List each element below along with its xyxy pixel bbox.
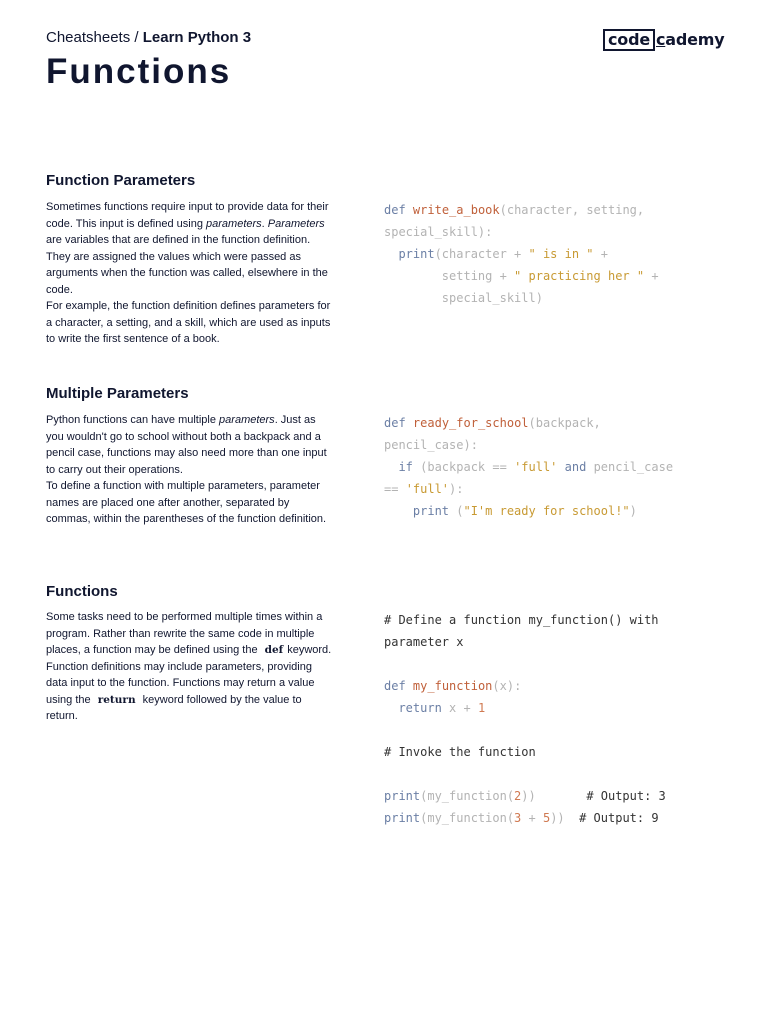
section-desc-function-parameters bbox=[46, 199, 336, 348]
inline-keyword-def: def bbox=[264, 644, 284, 656]
code-block-functions bbox=[384, 609, 666, 829]
code-function-name: my_function bbox=[412, 679, 493, 693]
code-comment: # Output: 3 bbox=[586, 789, 666, 803]
desc-text: Sometimes functions require input to provide data for their code. This input is defined using bbox=[46, 201, 329, 230]
code-string: " is in " bbox=[528, 247, 594, 261]
code-function-name: ready_for_school bbox=[412, 416, 529, 430]
desc-text: keyword. Function definitions may include parameters, providing data input to the function. Functions may return a value using the bbox=[46, 644, 332, 706]
code-number: 1 bbox=[477, 701, 486, 715]
desc-text: . bbox=[261, 217, 268, 230]
code-keyword: if bbox=[398, 460, 413, 474]
code-text: ( bbox=[449, 504, 464, 518]
code-text: == bbox=[384, 482, 406, 496]
breadcrumb-current[interactable]: Learn Python 3 bbox=[142, 29, 252, 46]
breadcrumb-link-cheatsheets[interactable]: Cheatsheets bbox=[46, 29, 131, 46]
logo-box-text: code bbox=[603, 29, 655, 51]
code-text: (character + bbox=[434, 247, 529, 261]
code-text: (my_function( bbox=[420, 811, 515, 825]
desc-paragraph bbox=[46, 199, 336, 298]
code-keyword: print bbox=[398, 247, 435, 261]
code-text: (x): bbox=[492, 679, 522, 693]
code-text: x + bbox=[441, 701, 478, 715]
code-string: 'full' bbox=[405, 482, 450, 496]
section-desc-functions bbox=[46, 609, 336, 725]
code-block-multiple-parameters bbox=[384, 412, 673, 522]
code-text: + bbox=[593, 247, 608, 261]
section-title-function-parameters: Function Parameters bbox=[46, 172, 196, 189]
code-keyword: def bbox=[384, 679, 406, 693]
code-string: " practicing her " bbox=[514, 269, 645, 283]
code-text: (backpack == bbox=[412, 460, 515, 474]
desc-text: Python functions can have multiple bbox=[46, 414, 220, 426]
code-block-function-parameters bbox=[384, 199, 659, 309]
code-text: )) bbox=[550, 811, 565, 825]
desc-text: are variables that are defined in the function definition. They are assigned the values which were passed as arguments when the function was called, elsewhere in the code. bbox=[46, 234, 328, 296]
desc-paragraph bbox=[46, 412, 336, 478]
code-text: special_skill) bbox=[441, 291, 543, 305]
code-text: ): bbox=[449, 482, 464, 496]
page-title: Functions bbox=[46, 52, 232, 91]
section-title-multiple-parameters: Multiple Parameters bbox=[46, 385, 189, 402]
logo-rest-text: cademy bbox=[655, 30, 725, 49]
desc-emphasis: Parameters bbox=[267, 217, 325, 230]
breadcrumb bbox=[46, 29, 251, 46]
desc-text: . Just as you wouldn't go to school without both a backpack and a pencil case, functions may also need more than one input to carry out their operations. bbox=[46, 414, 327, 476]
code-comment: parameter x bbox=[384, 635, 464, 649]
code-keyword: and bbox=[564, 460, 587, 474]
code-text: setting + bbox=[441, 269, 515, 283]
code-text: + bbox=[521, 811, 543, 825]
code-keyword: def bbox=[384, 203, 406, 217]
code-text: (character, setting, bbox=[499, 203, 645, 217]
section-desc-multiple-parameters bbox=[46, 412, 336, 528]
code-keyword: print bbox=[412, 504, 450, 518]
code-text: pencil_case): bbox=[384, 438, 478, 452]
code-keyword: def bbox=[384, 416, 406, 430]
code-keyword: return bbox=[398, 701, 442, 715]
code-comment: # Invoke the function bbox=[384, 745, 536, 759]
code-keyword: print bbox=[384, 789, 421, 803]
code-text: pencil_case bbox=[586, 460, 674, 474]
code-function-name: write_a_book bbox=[412, 203, 500, 217]
code-text: (backpack, bbox=[528, 416, 601, 430]
desc-emphasis: parameters bbox=[219, 414, 275, 426]
section-title-functions: Functions bbox=[46, 583, 118, 600]
desc-text: Some tasks need to be performed multiple times within a program. Rather than rewrite the same code in multiple places, a function may be defined using the bbox=[46, 611, 323, 656]
code-text: )) bbox=[521, 789, 536, 803]
code-number: 3 bbox=[514, 811, 522, 825]
code-number: 2 bbox=[514, 789, 522, 803]
desc-emphasis: parameters bbox=[206, 217, 262, 230]
code-comment: # Output: 9 bbox=[579, 811, 659, 825]
desc-text: keyword followed by the value to return. bbox=[46, 693, 302, 722]
code-string: "I'm ready for school!" bbox=[463, 504, 630, 518]
desc-paragraph: To define a function with multiple parameters, parameter names are placed one after another, separated by commas, within the parentheses of the function definition. bbox=[46, 480, 327, 525]
desc-paragraph bbox=[46, 609, 336, 725]
codecademy-logo[interactable] bbox=[603, 29, 725, 51]
inline-keyword-return: return bbox=[97, 693, 136, 706]
code-string: 'full' bbox=[514, 460, 558, 474]
breadcrumb-separator: / bbox=[134, 29, 139, 46]
code-text: special_skill): bbox=[384, 225, 493, 239]
code-keyword: print bbox=[384, 811, 421, 825]
code-number: 5 bbox=[542, 811, 551, 825]
code-comment: # Define a function my_function() with bbox=[384, 613, 659, 627]
desc-paragraph: For example, the function definition defines parameters for a character, a setting, and a skill, which are used as inputs to write the first sentence of a book. bbox=[46, 300, 331, 345]
code-text: + bbox=[644, 269, 659, 283]
code-text: (my_function( bbox=[420, 789, 515, 803]
code-text: ) bbox=[629, 504, 637, 518]
